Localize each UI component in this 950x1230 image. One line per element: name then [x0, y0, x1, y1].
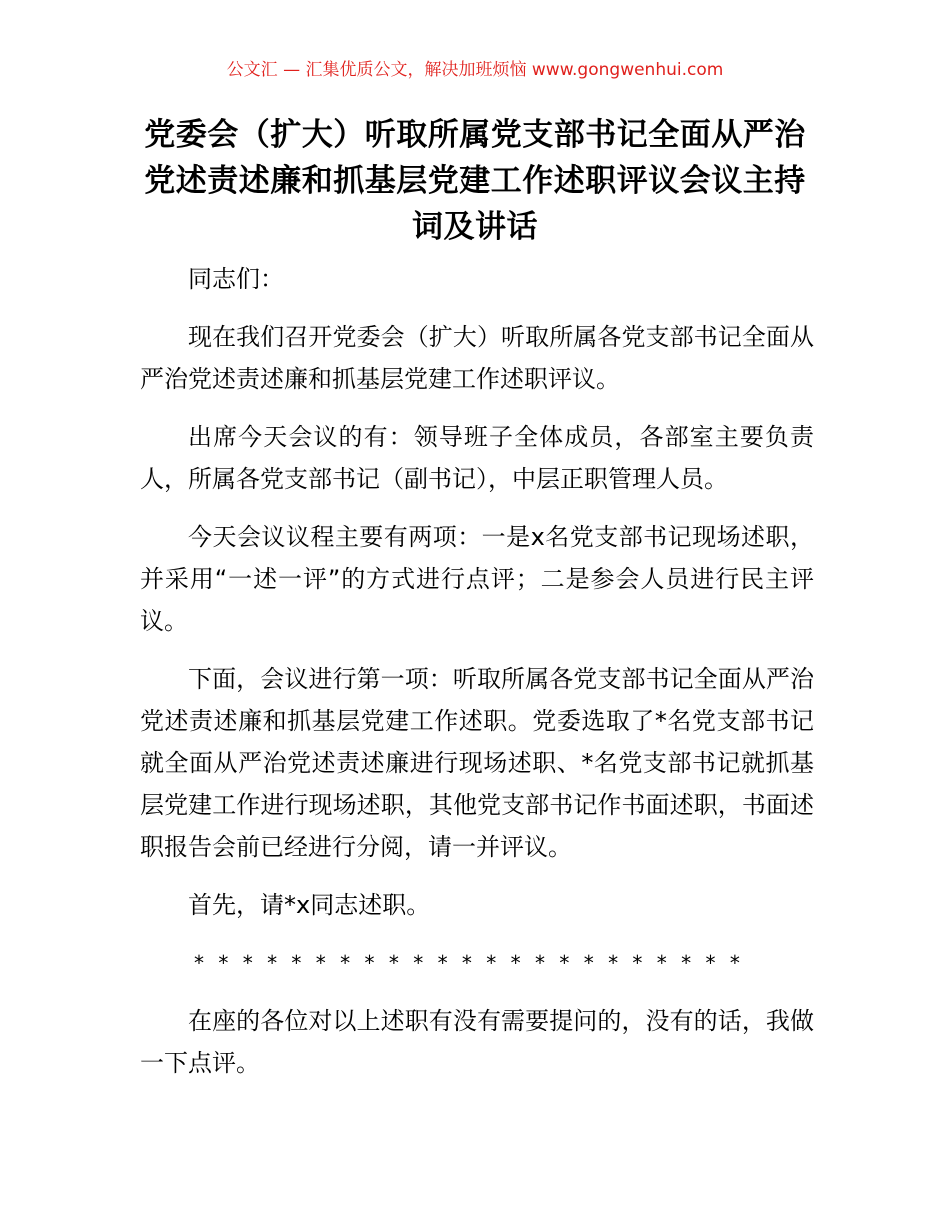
- body-paragraph: 首先，请*x同志述职。: [188, 891, 431, 919]
- document-body: [140, 258, 814, 1100]
- salutation-paragraph: 同志们：: [188, 265, 284, 293]
- body-paragraph: 在座的各位对以上述职有没有需要提问的，没有的话，我做一下点评。: [140, 1007, 814, 1077]
- section-divider-stars: * * * * * * * * * * * * * * * * * * * * * * *: [194, 951, 744, 975]
- site-header-banner: 公文汇 — 汇集优质公文，解决加班烦恼 www.gongwenhui.com: [226, 60, 724, 80]
- body-paragraph: 出席今天会议的有：领导班子全体成员，各部室主要负责人，所属各党支部书记（副书记），中层正职管理人员。: [140, 423, 814, 493]
- body-paragraph: 现在我们召开党委会（扩大）听取所属各党支部书记全面从严治党述责述廉和抓基层党建工作述职评议。: [140, 323, 814, 393]
- body-paragraph: 今天会议议程主要有两项：一是x名党支部书记现场述职，并采用“一述一评”的方式进行点评；二是参会人员进行民主评议。: [140, 523, 814, 635]
- document-title: 党委会（扩大）听取所属党支部书记全面从严治党述责述廉和抓基层党建工作述职评议会议主持词及讲话: [144, 117, 806, 245]
- body-paragraph: 下面，会议进行第一项：听取所属各党支部书记全面从严治党述责述廉和抓基层党建工作述职。党委选取了*名党支部书记就全面从严治党述责述廉进行现场述职、*名党支部书记就抓基层党建工作进行现场述职，其他党支部书记作书面述职，书面述职报告会前已经进行分阅，请一并评议。: [140, 665, 814, 861]
